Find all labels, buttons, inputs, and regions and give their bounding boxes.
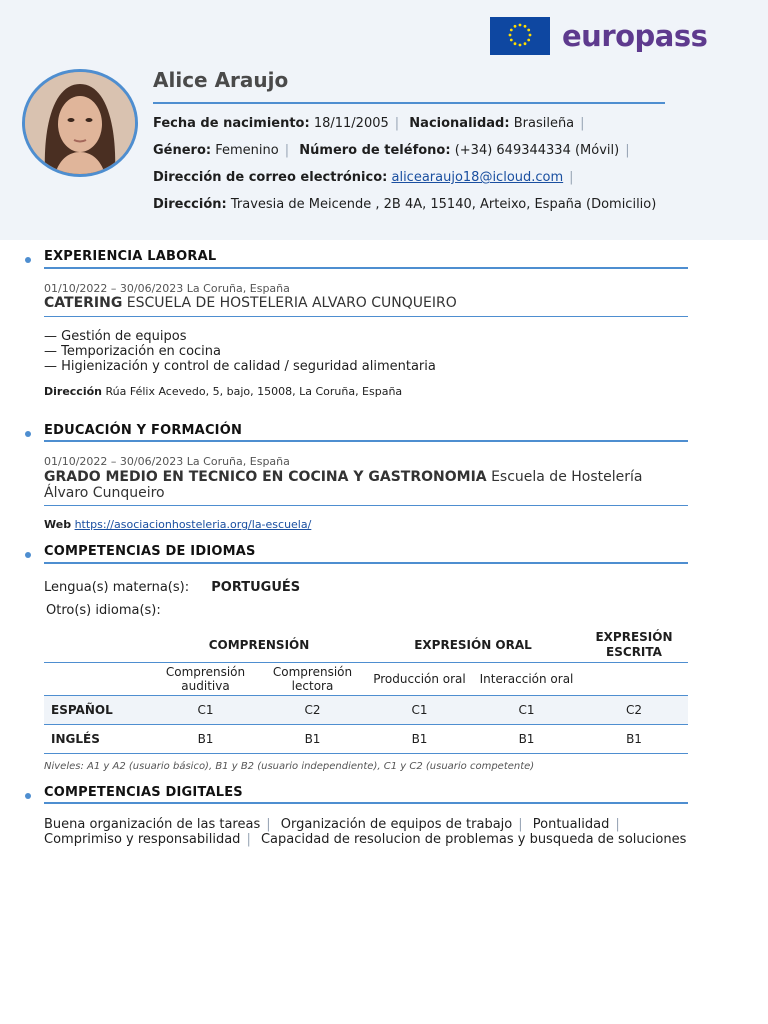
mother-tongue-value: PORTUGUÉS (211, 580, 301, 595)
level-cell: C2 (259, 695, 366, 724)
experience-employer: ESCUELA DE HOSTELERIA ALVARO CUNQUEIRO (126, 295, 457, 311)
separator: | (394, 116, 400, 131)
person-name: Alice Araujo (153, 68, 289, 92)
education-dates: 01/10/2022 – 30/06/2023 La Coruña, España (44, 455, 290, 468)
education-degree: GRADO MEDIO EN TECNICO EN COCINA Y GASTRONOMIA (44, 469, 487, 485)
birth-value: 18/11/2005 (313, 116, 389, 131)
info-line-birth (153, 116, 591, 131)
level-cell: B1 (366, 724, 473, 753)
separator: | (615, 817, 620, 832)
gender-value: Femenino (215, 143, 279, 158)
experience-tasks (44, 329, 436, 374)
language-table (44, 628, 688, 754)
digital-skills-list (44, 817, 688, 847)
separator: | (266, 817, 271, 832)
experience-dates: 01/10/2022 – 30/06/2023 La Coruña, España (44, 282, 290, 295)
languages-title: COMPETENCIAS DE IDIOMAS (44, 544, 256, 559)
experience-address-label: Dirección (44, 385, 102, 398)
separator: | (246, 832, 251, 847)
digital-title: COMPETENCIAS DIGITALES (44, 785, 243, 800)
header-expresion-escrita: EXPRESIÓN ESCRITA (580, 628, 688, 662)
name-divider (153, 102, 665, 104)
digital-skill: Organización de equipos de trabajo (280, 817, 513, 832)
nationality-label: Nacionalidad: (409, 116, 510, 131)
level-cell: B1 (580, 724, 688, 753)
digital-skill: Comprimiso y responsabilidad (44, 832, 241, 847)
education-web (44, 518, 311, 531)
language-name: ESPAÑOL (44, 695, 152, 724)
task-item: — Temporización en cocina (44, 344, 221, 359)
experience-subdivider (44, 316, 688, 317)
languages-divider (44, 562, 688, 564)
experience-heading (44, 295, 688, 311)
level-cell: B1 (473, 724, 580, 753)
mother-tongue-line (44, 580, 300, 595)
education-title: EDUCACIÓN Y FORMACIÓN (44, 423, 243, 438)
sub-header: Comprensión lectora (259, 662, 366, 695)
education-web-label: Web (44, 518, 72, 531)
digital-skill: Capacidad de resolucion de problemas y busqueda de soluciones (260, 832, 687, 847)
language-name: INGLÉS (44, 724, 152, 753)
level-cell: C1 (473, 695, 580, 724)
address-value: Travesia de Meicende , 2B 4A, 15140, Arteixo, España (Domicilio) (230, 197, 657, 212)
education-divider (44, 440, 688, 442)
email-link[interactable]: alicearaujo18@icloud.com (391, 170, 564, 185)
education-school: Escuela de Hostelería Álvaro Cunqueiro (44, 469, 643, 501)
section-bullet-icon (25, 793, 31, 799)
email-label: Dirección de correo electrónico: (153, 170, 388, 185)
gender-label: Género: (153, 143, 212, 158)
separator: | (580, 116, 585, 131)
phone-value: (+34) 649344334 (Móvil) (454, 143, 620, 158)
sub-header: Comprensión auditiva (152, 662, 259, 695)
eu-flag-icon (490, 17, 550, 55)
level-cell: C1 (152, 695, 259, 724)
experience-role: CATERING (44, 295, 123, 311)
section-bullet-icon (25, 431, 31, 437)
address-label: Dirección: (153, 197, 227, 212)
level-cell: C1 (366, 695, 473, 724)
level-cell: C2 (580, 695, 688, 724)
header-expresion-oral: EXPRESIÓN ORAL (366, 628, 580, 662)
language-row (44, 695, 688, 724)
task-item: — Higienización y control de calidad / seguridad alimentaria (44, 359, 436, 374)
info-line-address (153, 197, 656, 212)
sub-header: Interacción oral (473, 662, 580, 695)
education-subdivider (44, 505, 688, 506)
digital-skill: Buena organización de las tareas (44, 817, 261, 832)
sub-header: Producción oral (366, 662, 473, 695)
digital-skill: Pontualidad (532, 817, 610, 832)
experience-title: EXPERIENCIA LABORAL (44, 249, 217, 264)
profile-photo (22, 69, 138, 177)
separator: | (625, 143, 630, 158)
mother-tongue-label: Lengua(s) materna(s): (44, 580, 190, 595)
section-bullet-icon (25, 257, 31, 263)
separator: | (518, 817, 523, 832)
education-web-link[interactable]: https://asociacionhosteleria.org/la-escuela/ (74, 518, 312, 531)
info-line-gender (153, 143, 636, 158)
info-line-email (153, 170, 580, 185)
europass-logo (490, 17, 707, 55)
header-comprension: COMPRENSIÓN (152, 628, 366, 662)
level-cell: B1 (152, 724, 259, 753)
digital-divider (44, 802, 688, 804)
language-row (44, 724, 688, 753)
experience-address-value: Rúa Félix Acevedo, 5, bajo, 15008, La Coruña, España (105, 385, 403, 398)
section-bullet-icon (25, 552, 31, 558)
separator: | (569, 170, 574, 185)
other-languages-label: Otro(s) idioma(s): (46, 603, 161, 618)
experience-divider (44, 267, 688, 269)
separator: | (284, 143, 290, 158)
levels-footnote: Niveles: A1 y A2 (usuario básico), B1 y B2 (usuario independiente), C1 y C2 (usuario competente) (44, 761, 535, 772)
europass-wordmark: europass (562, 19, 708, 53)
experience-address (44, 385, 402, 398)
level-cell: B1 (259, 724, 366, 753)
task-item: — Gestión de equipos (44, 329, 187, 344)
education-heading (44, 469, 688, 501)
birth-label: Fecha de nacimiento: (153, 116, 310, 131)
nationality-value: Brasileña (513, 116, 575, 131)
phone-label: Número de teléfono: (299, 143, 451, 158)
